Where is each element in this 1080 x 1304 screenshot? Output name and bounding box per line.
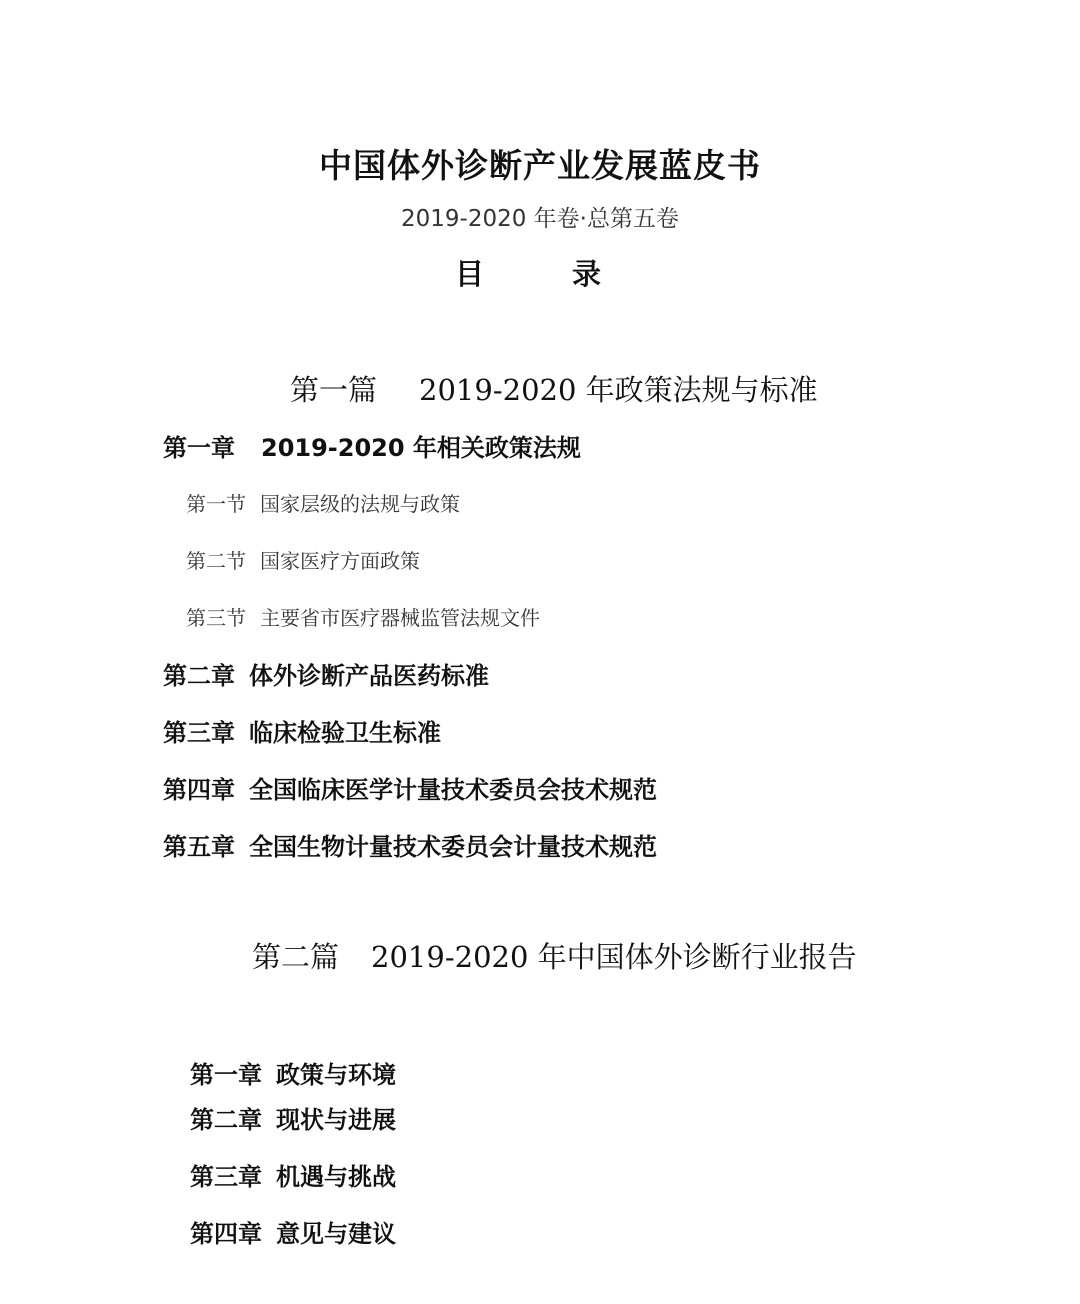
chapter-number: 第一章: [163, 434, 235, 462]
section-title: 国家医疗方面政策: [260, 549, 420, 573]
chapter-number: 第二章: [190, 1106, 262, 1134]
chapter-title: 现状与进展: [276, 1106, 396, 1134]
part-number: 第一篇: [290, 373, 378, 407]
chapter-number: 第四章: [190, 1220, 262, 1248]
chapter-entry: [163, 428, 581, 463]
section-entry: [186, 545, 420, 574]
part-number: 第二篇: [252, 940, 340, 974]
part-heading: [290, 368, 818, 409]
chapter-title: 政策与环境: [276, 1061, 396, 1089]
chapter-number: 第五章: [163, 833, 235, 861]
chapter-title: 意见与建议: [276, 1220, 396, 1248]
chapter-number: 第四章: [163, 776, 235, 804]
chapter-entry: [190, 1055, 396, 1090]
chapter-title: 临床检验卫生标准: [249, 719, 441, 747]
chapter-entry: [190, 1100, 396, 1135]
chapter-entry: [163, 770, 657, 805]
toc-heading-char-1: 目: [455, 257, 485, 291]
chapter-number: 第三章: [163, 719, 235, 747]
section-number: 第一节: [186, 492, 246, 516]
chapter-title: 全国生物计量技术委员会计量技术规范: [249, 833, 657, 861]
section-number: 第三节: [186, 606, 246, 630]
toc-heading-char-2: 录: [572, 257, 602, 291]
book-title: 中国体外诊断产业发展蓝皮书: [319, 146, 761, 185]
chapter-title: 体外诊断产品医药标准: [249, 662, 489, 690]
chapter-number: 第二章: [163, 662, 235, 690]
chapter-entry: [190, 1214, 396, 1249]
chapter-entry: [163, 656, 489, 691]
chapter-entry: [163, 827, 657, 862]
chapter-entry: [163, 713, 441, 748]
chapter-title: 机遇与挑战: [276, 1163, 396, 1191]
section-entry: [186, 488, 460, 517]
chapter-entry: [190, 1157, 396, 1192]
part-title: 2019-2020 年中国体外诊断行业报告: [371, 940, 857, 974]
section-title: 主要省市医疗器械监管法规文件: [260, 606, 540, 630]
chapter-title: 全国临床医学计量技术委员会技术规范: [249, 776, 657, 804]
chapter-number: 第三章: [190, 1163, 262, 1191]
chapter-number: 第一章: [190, 1061, 262, 1089]
section-entry: [186, 602, 540, 631]
volume-subtitle: 2019-2020 年卷·总第五卷: [401, 206, 679, 232]
chapter-title: 2019-2020 年相关政策法规: [261, 434, 581, 462]
part-title: 2019-2020 年政策法规与标准: [419, 373, 818, 407]
toc-heading: [455, 252, 601, 293]
section-number: 第二节: [186, 549, 246, 573]
section-title: 国家层级的法规与政策: [260, 492, 460, 516]
part-heading: [252, 935, 857, 976]
